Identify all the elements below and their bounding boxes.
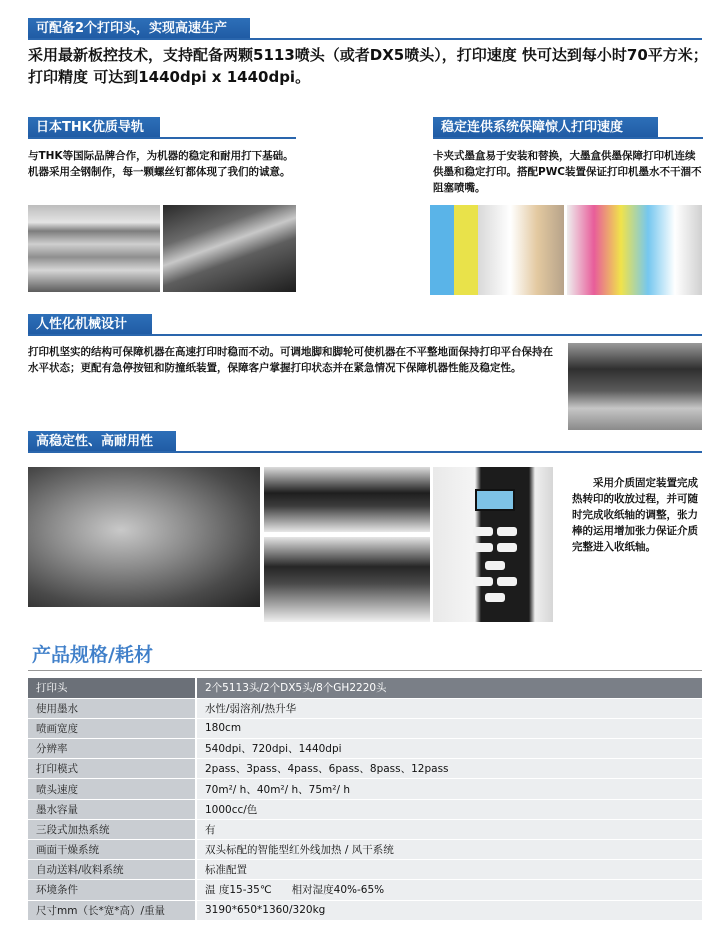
stability-description: 采用介质固定装置完成热转印的收放过程，并可随时完成收纸轴的调整，张力棒的运用增加张力保证介质完整进入收纸轴。 (572, 477, 698, 553)
table-row (28, 799, 702, 819)
table-row (28, 860, 702, 880)
design-divider (28, 334, 702, 336)
spec-key: 打印头 (28, 678, 196, 698)
banner-high-speed: 可配备2个打印头，实现高速生产 (28, 18, 250, 40)
table-row (28, 678, 702, 698)
ink-cartridge-photo (567, 205, 702, 295)
spec-key: 使用墨水 (28, 698, 196, 718)
caster-stand-photo (568, 343, 702, 430)
table-row (28, 739, 702, 759)
keypad-button (485, 561, 505, 570)
table-row (28, 779, 702, 799)
keypad-button (497, 543, 517, 552)
keypad-button (497, 527, 517, 536)
spec-value: 2个5113头/2个DX5头/8个GH2220头 (196, 678, 702, 698)
rail-description: 与THK等国际品牌合作，为机器的稳定和耐用打下基础。机器采用全钢制作，每一颗螺丝钉都体现了我们的诚意。 (28, 150, 294, 178)
spec-value: 2pass、3pass、4pass、6pass、8pass、12pass (196, 759, 702, 779)
spec-value: 540dpi、720dpi、1440dpi (196, 739, 702, 759)
ink-tank-photo (430, 205, 564, 295)
spec-value: 标准配置 (196, 860, 702, 880)
lcd-screen (475, 489, 515, 511)
table-row (28, 819, 702, 839)
spec-value: 水性/弱溶剂/热升华 (196, 698, 702, 718)
lead-paragraph: 采用最新板控技术，支持配备两颗5113喷头（或者DX5喷头），打印速度 快可达到每小时70平方米；打印精度 可达到1440dpi x 1440dpi。 (28, 46, 708, 86)
specs-divider (28, 670, 702, 671)
banner-divider (28, 38, 702, 40)
spec-value: 双头标配的智能型红外线加热 / 风干系统 (196, 840, 702, 860)
table-row (28, 840, 702, 860)
specs-table (28, 678, 702, 921)
spec-key: 画面干燥系统 (28, 840, 196, 860)
table-row (28, 900, 702, 920)
spec-key: 喷头速度 (28, 779, 196, 799)
banner-ink-system: 稳定连供系统保障惊人打印速度 (433, 117, 658, 139)
stability-divider (28, 451, 702, 453)
spec-key: 分辨率 (28, 739, 196, 759)
keypad-button (473, 527, 493, 536)
spec-value: 70m²/ h、40m²/ h、75m²/ h (196, 779, 702, 799)
spec-key: 打印模式 (28, 759, 196, 779)
design-description: 打印机坚实的结构可保障机器在高速打印时稳而不动。可调地脚和脚轮可使机器在不平整地面保持打印平台保持在水平状态；更配有急停按钮和防撞纸装置，保障客户掌握打印状态并在紧急情况下保障机器性能及稳定性。 (28, 346, 553, 374)
spec-key: 墨水容量 (28, 799, 196, 819)
spec-key: 环境条件 (28, 880, 196, 900)
table-row (28, 718, 702, 738)
rail-photo-2 (163, 205, 296, 292)
spec-key: 尺寸mm（长*宽*高）/重量 (28, 900, 196, 920)
table-row (28, 880, 702, 900)
keypad-button (497, 577, 517, 586)
spec-value: 1000cc/色 (196, 799, 702, 819)
control-panel-photo (433, 467, 553, 622)
spec-key: 喷画宽度 (28, 718, 196, 738)
spec-key: 三段式加热系统 (28, 819, 196, 839)
rail-divider (28, 137, 296, 139)
spec-value: 有 (196, 819, 702, 839)
keypad-button (473, 543, 493, 552)
keypad-button (473, 577, 493, 586)
ink-divider (433, 137, 703, 139)
spec-value: 180cm (196, 718, 702, 738)
pinch-roller-photo-1 (264, 467, 430, 532)
ink-description: 卡夹式墨盒易于安装和替换，大墨盒供墨保障打印机连续供墨和稳定打印。搭配PWC装置保证打印机墨水不干涸不阻塞喷嘴。 (433, 150, 702, 194)
table-row (28, 698, 702, 718)
table-row (28, 759, 702, 779)
keypad-button (485, 593, 505, 602)
spec-key: 自动送料/收料系统 (28, 860, 196, 880)
banner-stability: 高稳定性、高耐用性 (28, 431, 176, 453)
specs-title: 产品规格/耗材 (32, 644, 153, 666)
print-head-carriage-photo (28, 467, 260, 607)
rail-photo-1 (28, 205, 160, 292)
spec-value: 温 度15-35℃ 相对湿度40%-65% (196, 880, 702, 900)
spec-value: 3190*650*1360/320kg (196, 900, 702, 920)
pinch-roller-photo-2 (264, 537, 430, 622)
banner-human-design: 人性化机械设计 (28, 314, 152, 336)
banner-thk-rail: 日本THK优质导轨 (28, 117, 160, 139)
